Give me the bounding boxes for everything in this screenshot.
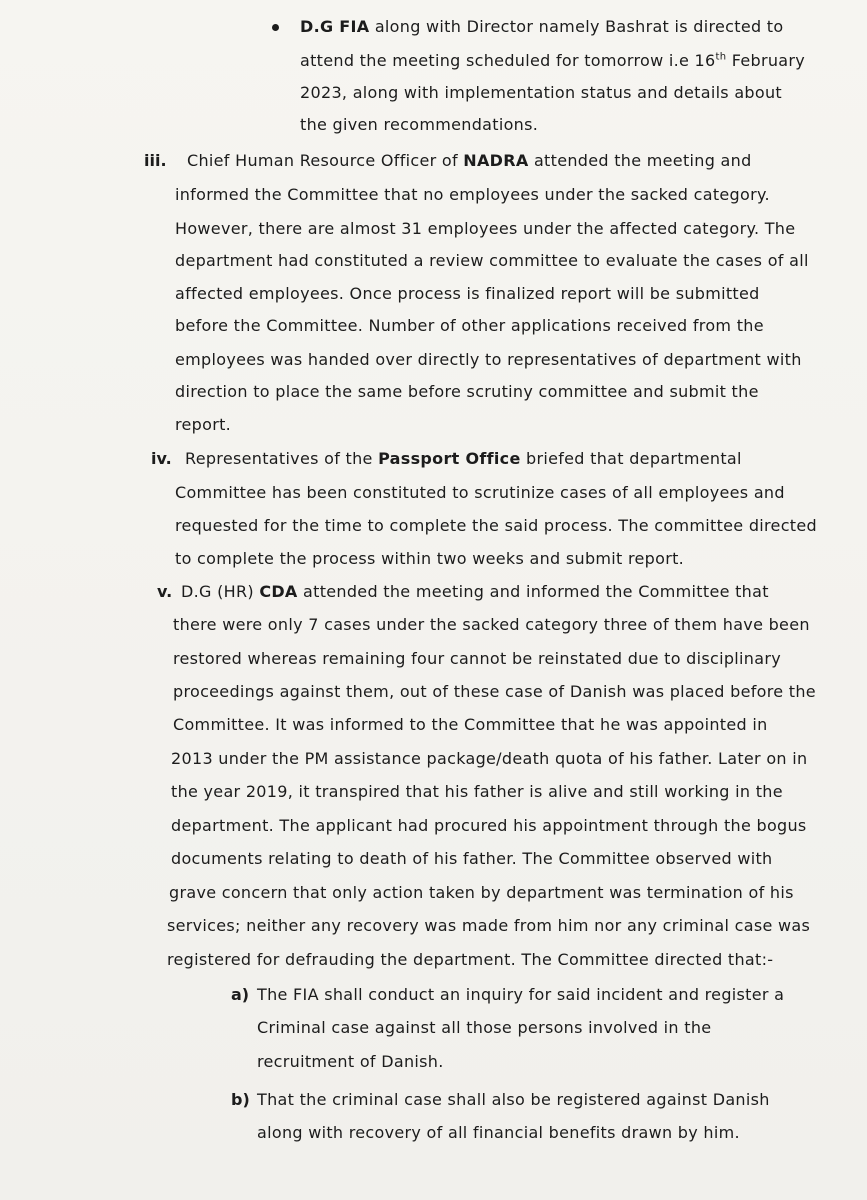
item-iii-line-3: However, there are almost 31 employees under the affected category. The (175, 219, 796, 238)
item-v-line-11: services; neither any recovery was made from him nor any criminal case was (167, 916, 811, 935)
item-v-line-1 (181, 581, 769, 603)
sub-a-marker: a) (231, 985, 250, 1004)
item-v-line-2: there were only 7 cases under the sacked category three of them have been (173, 615, 810, 634)
sub-b-marker: b) (231, 1090, 250, 1109)
bullet-line-2-end: February (726, 51, 806, 70)
bullet-line-2-text: attend the meeting scheduled for tomorrow i.e 16 (300, 51, 716, 70)
item-v-line-1-post: attended the meeting and informed the Committee that (297, 582, 769, 601)
item-iii-line-9: report. (175, 415, 232, 434)
bullet-dot (272, 24, 279, 31)
bullet-line-2-sup: th (715, 51, 727, 63)
item-v-line-7: the year 2019, it transpired that his father is alive and still working in the (171, 782, 783, 801)
item-iii-line-7: employees was handed over directly to representatives of department with (175, 350, 802, 369)
bullet-lead-bold: D.G FIA (300, 17, 370, 36)
item-v-marker: v. (157, 582, 173, 601)
sub-b-line-2: along with recovery of all financial benefits drawn by him. (257, 1123, 740, 1142)
item-iii-line-5: affected employees. Once process is finalized report will be submitted (175, 284, 760, 303)
item-iii-line-4: department had constituted a review committee to evaluate the cases of all (175, 251, 809, 270)
item-iv-line-3: requested for the time to complete the said process. The committee directed (175, 516, 817, 535)
bullet-line-3: 2023, along with implementation status and details about (300, 83, 782, 102)
item-iii-line-1-pre: Chief Human Resource Officer of (187, 151, 464, 170)
item-v-line-12: registered for defrauding the department. The Committee directed that:- (167, 950, 774, 969)
item-iii-marker: iii. (144, 151, 167, 170)
bullet-line-1 (300, 16, 785, 38)
item-v-line-6: 2013 under the PM assistance package/death quota of his father. Later on in (171, 749, 808, 768)
item-iv-marker: iv. (151, 449, 172, 468)
sub-a-line-2: Criminal case against all those persons involved in the (257, 1018, 712, 1037)
sub-a-line-1: The FIA shall conduct an inquiry for said incident and register a (257, 985, 785, 1004)
item-iv-line-4: to complete the process within two weeks and submit report. (175, 549, 685, 568)
item-v-line-5: Committee. It was informed to the Committee that he was appointed in (173, 715, 768, 734)
item-v-line-10: grave concern that only action taken by department was termination of his (169, 883, 794, 902)
item-iii-line-2: informed the Committee that no employees under the sacked category. (175, 185, 770, 204)
item-v-line-1-pre: D.G (HR) (181, 582, 260, 601)
item-v-line-9: documents relating to death of his father. The Committee observed with (171, 849, 773, 868)
item-iv-line-2: Committee has been constituted to scrutinize cases of all employees and (175, 483, 785, 502)
bullet-line-2 (300, 50, 805, 72)
item-iii-line-8: direction to place the same before scrutiny committee and submit the (175, 382, 759, 401)
item-v-line-3: restored whereas remaining four cannot be reinstated due to disciplinary (173, 649, 781, 668)
bullet-line-1-text: along with Director namely Bashrat is directed to (369, 17, 784, 36)
cda-bold: CDA (259, 582, 298, 601)
bullet-line-4: the given recommendations. (300, 115, 539, 134)
sub-b-line-1: That the criminal case shall also be registered against Danish (257, 1090, 770, 1109)
item-v-line-8: department. The applicant had procured his appointment through the bogus (171, 816, 807, 835)
item-iv-line-1 (185, 448, 742, 470)
sub-a-line-3: recruitment of Danish. (257, 1052, 444, 1071)
item-v-line-4: proceedings against them, out of these case of Danish was placed before the (173, 682, 816, 701)
passport-office-bold: Passport Office (378, 449, 521, 468)
item-iv-line-1-pre: Representatives of the (185, 449, 379, 468)
item-iii-line-1 (187, 150, 752, 172)
item-iii-line-1-post: attended the meeting and (528, 151, 752, 170)
item-iv-line-1-post: briefed that departmental (520, 449, 742, 468)
nadra-bold: NADRA (463, 151, 529, 170)
item-iii-line-6: before the Committee. Number of other applications received from the (175, 316, 764, 335)
